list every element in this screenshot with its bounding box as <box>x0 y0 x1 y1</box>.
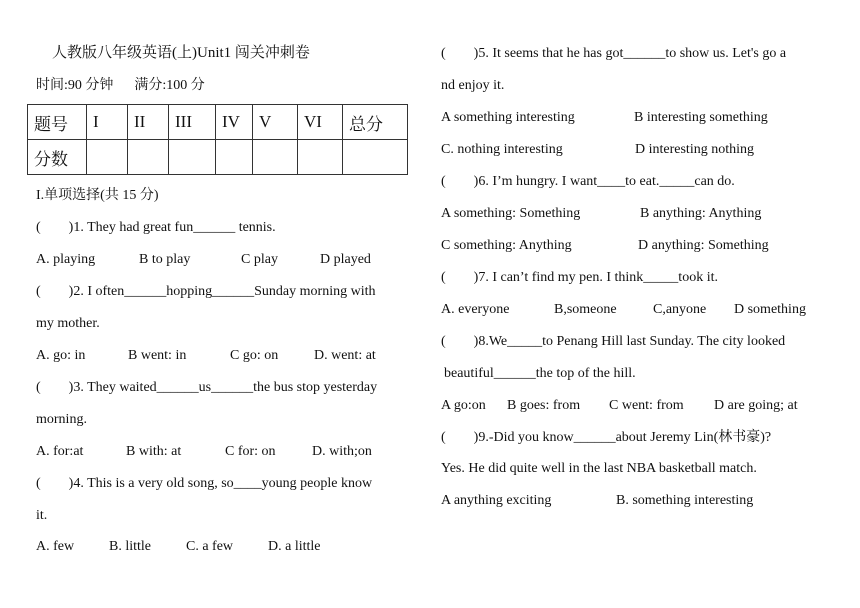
question-9-options <box>441 492 753 510</box>
option: B goes: from <box>507 398 581 413</box>
option: B to play <box>139 252 191 267</box>
option: A. playing <box>36 252 96 267</box>
option: A something interesting <box>441 110 575 125</box>
option: D. with;on <box>312 444 372 459</box>
score-entry-cell[interactable] <box>298 140 343 175</box>
score-entry-cell[interactable] <box>128 140 169 175</box>
question-4-stem: ( )4. This is a very old song, so____young people know <box>36 476 373 491</box>
question-9-stem: ( )9.-Did you know______about Jeremy Lin(林书豪)? <box>441 430 772 445</box>
table-cell: V <box>253 105 298 140</box>
option: C. nothing interesting <box>441 142 563 157</box>
table-cell: VI <box>298 105 343 140</box>
table-cell: 分数 <box>28 140 87 175</box>
table-cell: I <box>87 105 128 140</box>
question-8-stem: ( )8.We_____to Penang Hill last Sunday. The city looked <box>441 334 786 349</box>
option: D. a little <box>268 539 321 554</box>
question-1-options <box>36 251 371 269</box>
score-entry-cell[interactable] <box>169 140 216 175</box>
question-8-options <box>441 397 798 415</box>
question-8-stem-cont: beautiful______the top of the hill. <box>444 366 636 381</box>
option: B interesting something <box>634 110 768 125</box>
question-3-stem: ( )3. They waited______us______the bus stop yesterday <box>36 380 378 395</box>
question-6-options-row1 <box>441 205 761 223</box>
question-4-stem-cont: it. <box>36 508 48 523</box>
score-table <box>27 104 408 175</box>
question-3-stem-cont: morning. <box>36 412 87 427</box>
option: A. go: in <box>36 348 86 363</box>
question-2-stem: ( )2. I often______hopping______Sunday morning with <box>36 284 376 299</box>
page-title: 人教版八年级英语(上)Unit1 闯关冲刺卷 <box>52 45 310 61</box>
option: C for: on <box>225 444 276 459</box>
score-table-score-row <box>28 140 408 175</box>
option: B,someone <box>554 302 617 317</box>
score-table-header-row <box>28 105 408 140</box>
question-6-options-row2 <box>441 237 769 255</box>
option: C,anyone <box>653 302 707 317</box>
option: C. a few <box>186 539 234 554</box>
option: C go: on <box>230 348 279 363</box>
section-heading: I.单项选择(共 15 分) <box>36 188 159 203</box>
question-2-stem-cont: my mother. <box>36 316 100 331</box>
option: A go:on <box>441 398 486 413</box>
question-5-options-row1 <box>441 109 768 127</box>
table-cell: 题号 <box>28 105 87 140</box>
option: D played <box>320 252 371 267</box>
option: B. something interesting <box>616 493 754 508</box>
option: A something: Something <box>441 206 581 221</box>
option: B anything: Anything <box>640 206 762 221</box>
option: A anything exciting <box>441 493 552 508</box>
question-1-stem: ( )1. They had great fun______ tennis. <box>36 220 276 235</box>
score-entry-cell[interactable] <box>253 140 298 175</box>
score-entry-cell[interactable] <box>216 140 253 175</box>
option: A. few <box>36 539 75 554</box>
score-entry-cell[interactable] <box>343 140 408 175</box>
question-7-options <box>441 301 806 319</box>
question-7-stem: ( )7. I can’t find my pen. I think_____took it. <box>441 270 718 285</box>
question-9-stem-cont: Yes. He did quite well in the last NBA basketball match. <box>441 461 757 476</box>
question-5-stem-cont: nd enjoy it. <box>441 78 505 93</box>
option: A. everyone <box>441 302 510 317</box>
question-3-options <box>36 443 372 461</box>
option: C play <box>241 252 278 267</box>
question-5-stem: ( )5. It seems that he has got______to show us. Let's go a <box>441 46 787 61</box>
option: D anything: Something <box>638 238 769 253</box>
table-cell: IV <box>216 105 253 140</box>
score-entry-cell[interactable] <box>87 140 128 175</box>
question-6-stem: ( )6. I’m hungry. I want____to eat._____can do. <box>441 174 735 189</box>
question-5-options-row2 <box>441 141 754 159</box>
option: D something <box>734 302 806 317</box>
exam-time: 时间:90 分钟 <box>36 78 114 93</box>
option: C something: Anything <box>441 238 572 253</box>
option: B. little <box>109 539 151 554</box>
option: C went: from <box>609 398 684 413</box>
question-4-options <box>36 538 321 556</box>
table-cell: III <box>169 105 216 140</box>
option: B with: at <box>126 444 182 459</box>
table-cell: II <box>128 105 169 140</box>
option: D interesting nothing <box>635 142 754 157</box>
exam-info <box>36 77 205 95</box>
option: D. went: at <box>314 348 376 363</box>
table-cell: 总分 <box>343 105 408 140</box>
option: B went: in <box>128 348 187 363</box>
option: D are going; at <box>714 398 798 413</box>
option: A. for:at <box>36 444 84 459</box>
question-2-options <box>36 347 376 365</box>
exam-full-score: 满分:100 分 <box>134 78 205 93</box>
